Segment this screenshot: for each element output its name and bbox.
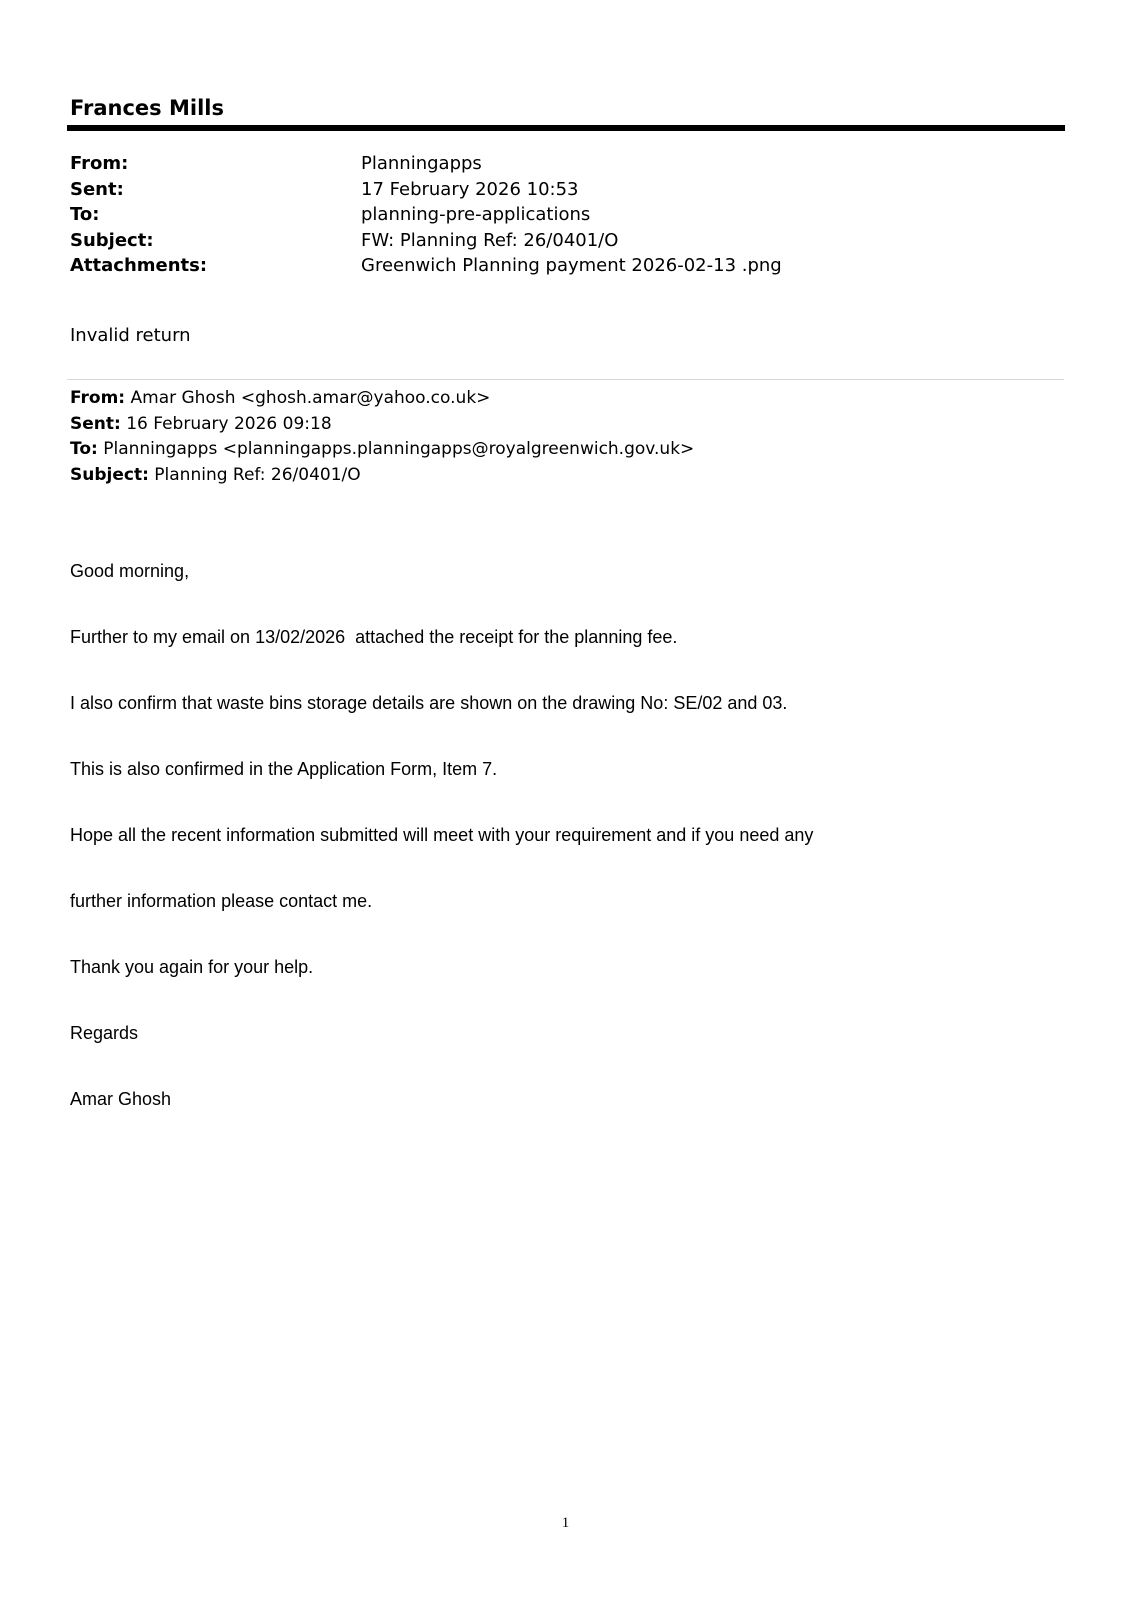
body-line: Thank you again for your help.	[70, 957, 314, 977]
mailbox-owner-name: Frances Mills	[70, 96, 224, 120]
original-from-value: Amar Ghosh <ghosh.amar@yahoo.co.uk>	[125, 388, 491, 408]
original-to-value: Planningapps <planningapps.planningapps@royalgreenwich.gov.uk>	[97, 439, 695, 459]
body-line: Regards	[70, 1023, 139, 1043]
body-line: Good morning,	[70, 561, 190, 581]
forward-note: Invalid return	[70, 325, 191, 346]
to-value: planning-pre-applications	[361, 204, 591, 225]
original-from-line	[70, 386, 694, 412]
original-to-line	[70, 437, 694, 463]
original-subject-label: Subject:	[70, 464, 149, 485]
original-to-label: To:	[70, 439, 98, 459]
original-subject-line	[70, 463, 694, 489]
original-subject-value: Planning Ref: 26/0401/O	[148, 464, 361, 485]
message-separator	[67, 379, 1064, 380]
body-line: Hope all the recent information submitted will meet with your requirement and if you need any	[70, 825, 814, 845]
from-value: Planningapps	[361, 153, 482, 174]
sent-label: Sent:	[70, 178, 124, 200]
sent-value: 17 February 2026 10:53	[361, 178, 579, 200]
body-line: This is also confirmed in the Application Form, Item 7.	[70, 759, 498, 779]
original-from-label: From:	[70, 388, 126, 408]
header-row-attachments	[70, 253, 782, 279]
to-label: To:	[70, 204, 100, 225]
original-sent-line	[70, 412, 694, 438]
body-line: further information please contact me.	[70, 891, 373, 911]
subject-label: Subject:	[70, 229, 154, 251]
body-line: Amar Ghosh	[70, 1089, 172, 1109]
email-body	[70, 516, 813, 1132]
header-row-sent	[70, 177, 782, 203]
header-row-subject	[70, 228, 782, 254]
page-number: 1	[561, 1515, 570, 1531]
header-divider	[67, 125, 1065, 131]
attachment-filename[interactable]: Greenwich Planning payment 2026-02-13 .png	[361, 255, 782, 276]
header-row-to	[70, 202, 782, 228]
original-email-header	[70, 386, 694, 488]
body-line: I also confirm that waste bins storage details are shown on the drawing No: SE/02 and 03.	[70, 693, 788, 713]
from-label: From:	[70, 153, 129, 174]
header-row-from	[70, 151, 782, 177]
subject-value: FW: Planning Ref: 26/0401/O	[361, 229, 619, 251]
forward-email-header	[70, 151, 782, 279]
original-sent-label: Sent:	[70, 413, 121, 434]
attachments-label: Attachments:	[70, 255, 208, 276]
original-sent-value: 16 February 2026 09:18	[120, 413, 332, 434]
body-line: Further to my email on 13/02/2026 attached the receipt for the planning fee.	[70, 627, 678, 647]
